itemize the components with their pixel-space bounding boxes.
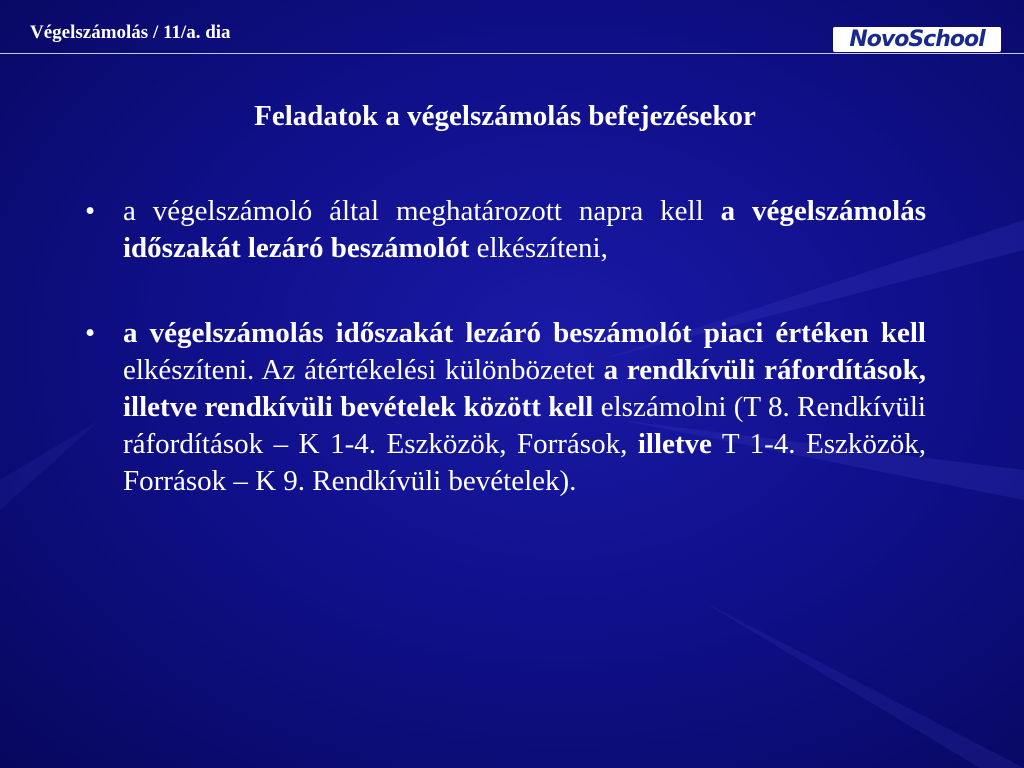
slide-header [0, 0, 1024, 54]
bullet-item [85, 315, 926, 500]
bullet-text: elszámolni (T 8. Rendkívüli ráfordítások – K 1-4. Eszközök, Források, [123, 391, 926, 460]
novoschool-logo [833, 27, 1001, 52]
header-divider [0, 53, 1024, 54]
bullet-icon: • [85, 317, 96, 349]
bullet-list [85, 193, 926, 500]
bullet-text-bold: illetve [637, 428, 712, 460]
bullet-text-bold: a végelszámolás időszakát lezáró beszámolót [123, 195, 926, 264]
header-title: Végelszámolás / 11/a. dia [30, 22, 231, 43]
bullet-text: a végelszámoló által meghatározott napra kell [123, 195, 721, 227]
bullet-text: T 1-4. Eszközök, Források – K 9. Rendkívüli bevételek). [123, 428, 926, 497]
bullet-text: elkészíteni. Az átértékelési különbözetet [123, 354, 604, 386]
bullet-text: elkészíteni, [469, 232, 608, 264]
logo-text: NovoSchool [849, 27, 985, 52]
bullet-icon: • [85, 195, 96, 227]
slide-title: Feladatok a végelszámolás befejezésekor [254, 100, 756, 132]
bullet-item [85, 193, 926, 267]
bullet-text-bold: a rendkívüli ráfordítások, illetve rendkívüli bevételek között kell [123, 354, 927, 423]
bullet-text-bold: a végelszámolás időszakát lezáró beszámolót piaci értéken kell [123, 317, 926, 349]
